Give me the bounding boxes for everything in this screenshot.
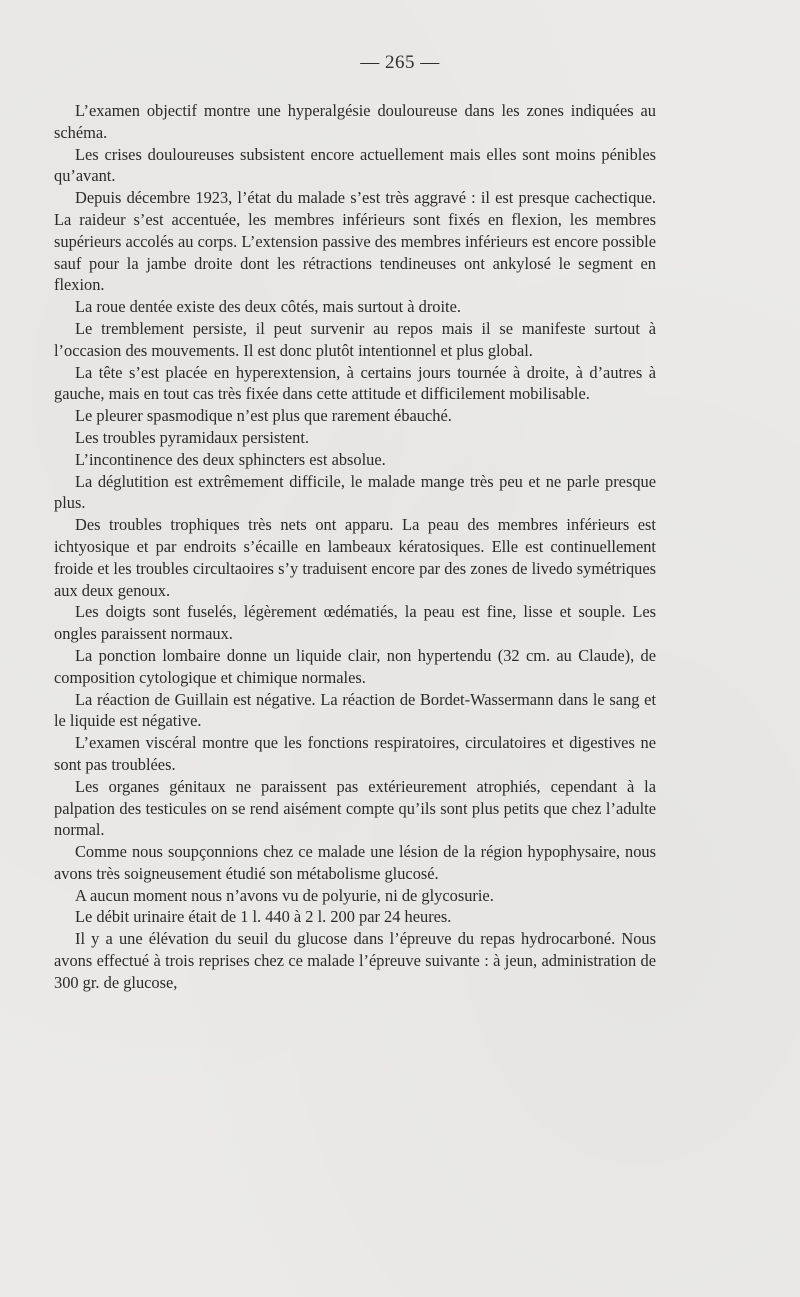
paragraph: Des troubles trophiques très nets ont apparu. La peau des membres inférieurs est ichtyosique et par endroits s’écaille en lambeaux kératosiques. Elle est continuellement froide et les troubles circultaoires s’y traduisent encore par des zones de livedo symétriques aux deux genoux. <box>54 515 656 600</box>
paragraph: Le tremblement persiste, il peut survenir au repos mais il se manifeste surtout à l’occasion des mouvements. Il est donc plutôt intentionnel et plus global. <box>54 318 656 360</box>
paragraph: L’examen viscéral montre que les fonctions respiratoires, circulatoires et digestives ne sont pas troublées. <box>54 733 656 774</box>
paragraph: Depuis décembre 1923, l’état du malade s’est très aggravé : il est presque cachectique. La raideur s’est accentuée, les membres inférieurs sont fixés en flexion, les membres supérieurs accolés au corps. L’extension passive des membres inférieurs est encore possible sauf pour la jambe droite dont les rétractions tendineuses ont ankylosé le segment en flexion. <box>54 188 656 295</box>
paragraph: Les crises douloureuses subsistent encore actuellement mais elles sont moins pénibles qu’avant. <box>54 144 656 186</box>
paragraph: Les troubles pyramidaux persistent. <box>75 427 309 447</box>
paragraph: La réaction de Guillain est négative. La réaction de Bordet-Wassermann dans le sang et le liquide est négative. <box>54 689 656 731</box>
paragraph: Il y a une élévation du seuil du glucose dans l’épreuve du repas hydrocarboné. Nous avons effectué à trois reprises chez ce malade l’épreuve suivante : à jeun, administration de 300 gr. de glucose, <box>54 929 656 992</box>
paragraph: Les doigts sont fuselés, légèrement œdématiés, la peau est fine, lisse et souple. Les ongles paraissent normaux. <box>54 602 656 644</box>
paragraph: L’incontinence des deux sphincters est absolue. <box>75 449 386 469</box>
paragraph: L’examen objectif montre une hyperalgésie douloureuse dans les zones indiquées au schéma. <box>54 101 656 142</box>
paragraph: A aucun moment nous n’avons vu de polyurie, ni de glycosurie. <box>75 885 494 905</box>
paragraph: Le pleurer spasmodique n’est plus que rarement ébauché. <box>75 406 452 426</box>
paragraph: La ponction lombaire donne un liquide clair, non hypertendu (32 cm. au Claude), de composition cytologique et chimique normales. <box>54 645 656 687</box>
paragraph: Les organes génitaux ne paraissent pas extérieurement atrophiés, cependant à la palpation des testicules on se rend aisément compte qu’ils sont plus petits que chez l’adulte normal. <box>54 776 656 840</box>
paragraph: La déglutition est extrêmement difficile, le malade mange très peu et ne parle presque plus. <box>54 471 656 513</box>
paragraph: Le débit urinaire était de 1 l. 440 à 2 l. 200 par 24 heures. <box>75 907 452 927</box>
paragraph: Comme nous soupçonnions chez ce malade une lésion de la région hypophysaire, nous avons très soigneusement étudié son métabolisme glucosé. <box>54 842 656 883</box>
body-text <box>54 100 656 994</box>
paragraph: La tête s’est placée en hyperextension, à certains jours tournée à droite, à d’autres à gauche, mais en tout cas très fixée dans cette attitude et difficilement mobilisable. <box>54 362 656 404</box>
paragraph: La roue dentée existe des deux côtés, mais surtout à droite. <box>75 297 461 317</box>
page-number: — 265 — <box>360 52 440 73</box>
